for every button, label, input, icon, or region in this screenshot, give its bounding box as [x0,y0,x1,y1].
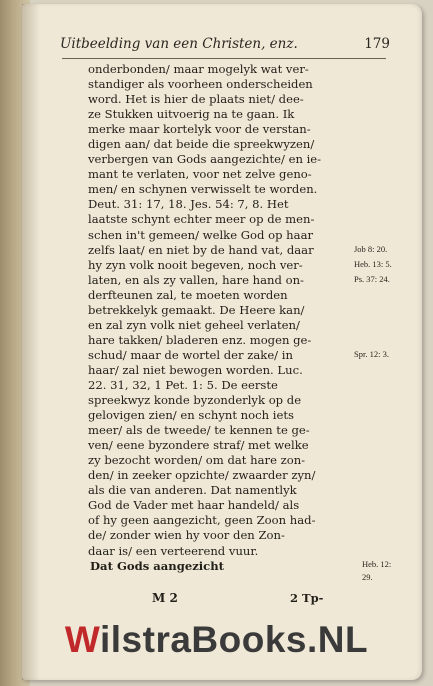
margin-note: 29. [362,572,373,582]
text-line: en zal zyn volk niet geheel verlaten/ [88,317,300,332]
signature-mark: M 2 [152,591,178,605]
running-head [60,36,390,52]
text-line: onderbonden/ maar mogelyk wat ver- [88,62,309,76]
text-line: laatste schynt echter meer op de men- [88,212,315,227]
margin-note: Heb. 13: 5. [354,259,392,269]
text-line: haar/ zal niet bewogen worden. Luc. [88,362,303,377]
watermark-logo [0,618,433,662]
margin-note: Spr. 12: 3. [354,349,389,359]
catchword: 2 Tp- [290,591,324,605]
text-line: ze Stukken uitvoerig na te gaan. Ik [88,107,295,122]
text-line: word. Het is hier de plaats niet/ dee- [88,92,304,107]
text-line: gelovigen zien/ en schynt noch iets [88,408,294,423]
margin-note: Heb. 12: [362,559,392,569]
watermark-initial: W [64,619,100,660]
text-line: Deut. 31: 17, 18. Jes. 54: 7, 8. Het [88,197,289,212]
text-line: God de Vader met haar handeld/ als [88,498,300,513]
margin-note: Job 8: 20. [354,244,388,254]
margin-note: Ps. 37: 24. [354,274,390,284]
watermark-text: ilstraBooks.NL [99,619,369,660]
gutter-shadow [22,4,40,680]
text-line: verbergen van Gods aangezichte/ en ie- [88,152,322,167]
text-line: spreekwyz konde byzonderlyk op de [88,393,302,408]
page-number: 179 [364,36,390,52]
text-line: meer/ als de tweede/ te kennen te ge- [88,423,310,438]
text-line: hare takken/ bladeren enz. mogen ge- [88,332,312,347]
text-line: daar is/ een verteerend vuur. [88,543,259,558]
text-line: digen aan/ dat beide die spreekwyzen/ [88,137,315,152]
text-line: als die van anderen. Dat namentlyk [88,483,297,498]
text-line: schud/ maar de wortel der zake/ in [88,347,293,362]
text-line: schen in't gemeen/ welke God op haar [88,227,314,242]
text-line: laten, en als zy vallen, hare hand on- [88,272,304,287]
text-line: ven/ eene byzondere straf/ met welke [88,438,309,453]
text-line: hy zyn volk nooit begeven, noch ver- [88,257,303,272]
running-title: Uitbeelding van een Christen, enz. [60,36,298,52]
text-line: de/ zonder wien hy voor den Zon- [88,528,285,543]
header-rule [62,58,386,59]
text-line: zelfs laat/ en niet by de hand vat, daar [88,242,314,257]
text-line: derfteunen zal, te moeten worden [88,287,288,302]
text-line: of hy geen aangezicht, geen Zoon had- [88,513,316,528]
text-line: Dat Gods aangezicht [90,558,225,573]
text-line: merke maar kortelyk voor de verstan- [88,122,311,137]
text-line: betrekkelyk gemaakt. De Heere kan/ [88,302,305,317]
text-line: den/ in zeeker opzichte/ zwaarder zyn/ [88,468,316,483]
body-text [88,62,360,574]
text-line: mant te verlaten, voor net zelve geno- [88,167,312,182]
text-line: 22. 31, 32, 1 Pet. 1: 5. De eerste [88,377,278,392]
text-line: men/ en schynen verwisselt te worden. [88,182,318,197]
text-line: zy bezocht worden/ om dat hare zon- [88,453,306,468]
text-line: standiger als voorheen onderscheiden [88,77,313,92]
